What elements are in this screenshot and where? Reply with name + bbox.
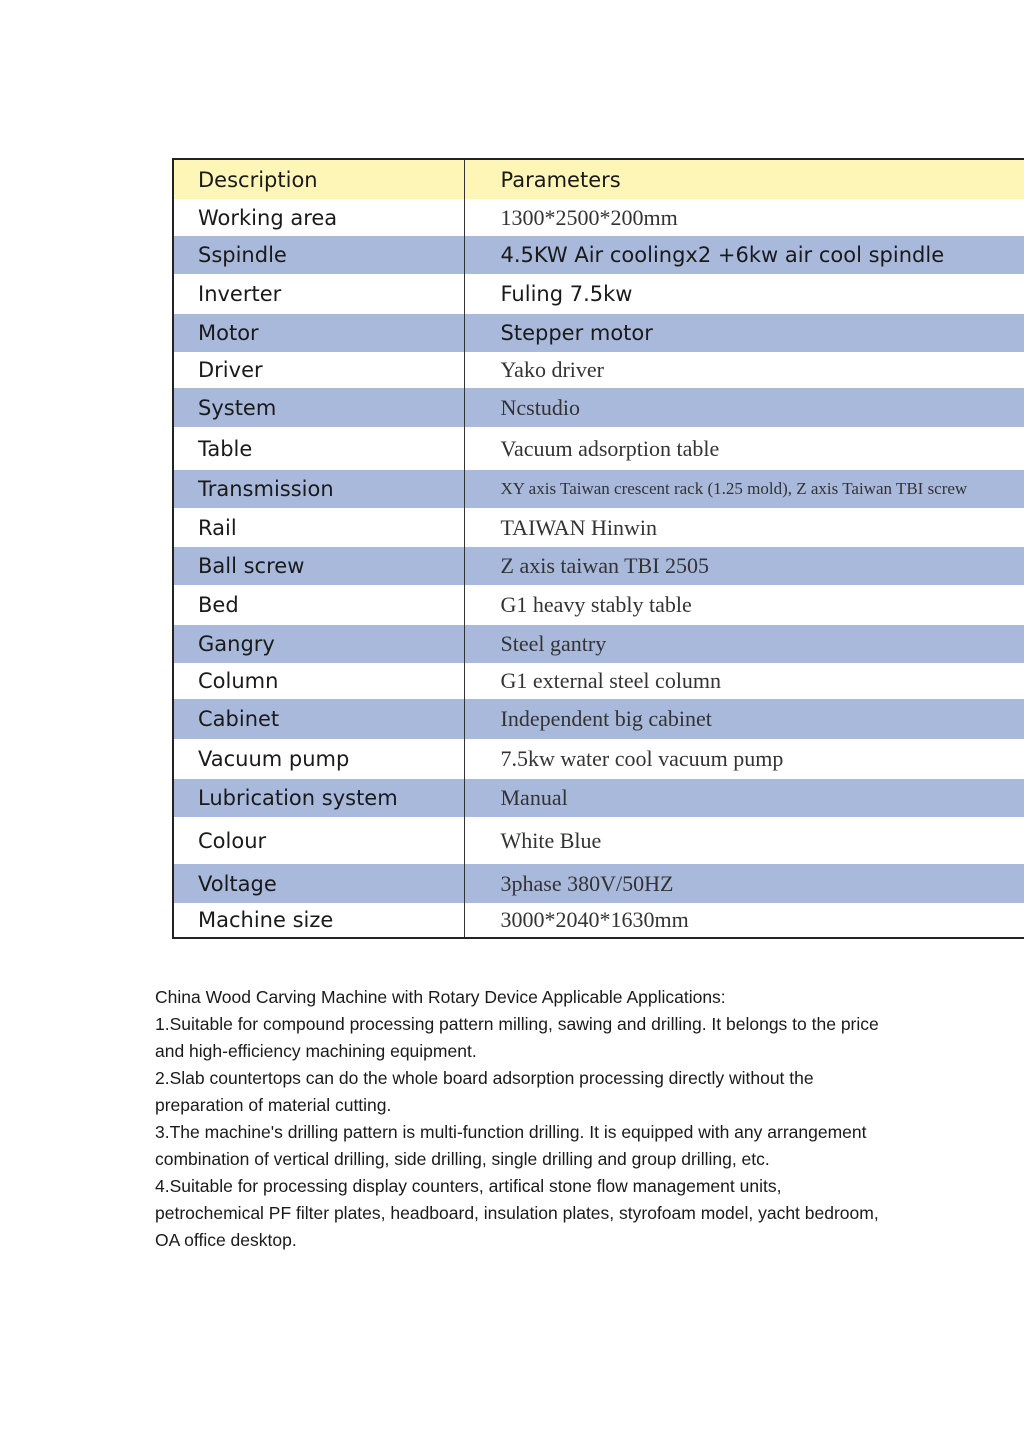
row-label: Voltage <box>173 864 464 903</box>
table-row <box>173 388 1024 427</box>
spec-table <box>172 158 1024 939</box>
row-value: White Blue <box>464 817 1024 864</box>
row-label: Working area <box>173 199 464 236</box>
row-value: Ncstudio <box>464 388 1024 427</box>
table-row <box>173 625 1024 663</box>
row-value: TAIWAN Hinwin <box>464 508 1024 547</box>
table-row <box>173 314 1024 352</box>
description-header: Description <box>173 159 464 199</box>
row-value: G1 heavy stably table <box>464 585 1024 625</box>
table-row <box>173 508 1024 547</box>
applications-text <box>155 984 885 1254</box>
row-label: Gangry <box>173 625 464 663</box>
table-row <box>173 817 1024 864</box>
table-row <box>173 864 1024 903</box>
row-value: Manual <box>464 779 1024 817</box>
row-label: Colour <box>173 817 464 864</box>
row-label: Rail <box>173 508 464 547</box>
application-item: 3.The machine's drilling pattern is multi-function drilling. It is equipped with any arrangement combination of vertical drilling, side drilling, single drilling and group drilling, etc. <box>155 1122 867 1169</box>
table-header-row <box>173 159 1024 199</box>
row-label: System <box>173 388 464 427</box>
table-row <box>173 663 1024 699</box>
application-item: 2.Slab countertops can do the whole board adsorption processing directly without the preparation of material cutting. <box>155 1068 814 1115</box>
table-row <box>173 585 1024 625</box>
row-value: Yako driver <box>464 352 1024 388</box>
row-value: 3phase 380V/50HZ <box>464 864 1024 903</box>
row-label: Lubrication system <box>173 779 464 817</box>
application-item: 1.Suitable for compound processing pattern milling, sawing and drilling. It belongs to the price and high-efficiency machining equipment. <box>155 1014 879 1061</box>
row-label: Machine size <box>173 903 464 938</box>
row-label: Motor <box>173 314 464 352</box>
table-row <box>173 199 1024 236</box>
row-label: Vacuum pump <box>173 739 464 779</box>
row-label: Cabinet <box>173 699 464 739</box>
spec-table-image <box>172 158 1024 941</box>
applications-heading: China Wood Carving Machine with Rotary Device Applicable Applications: <box>155 987 726 1007</box>
table-row <box>173 903 1024 938</box>
parameters-header: Parameters <box>464 159 1024 199</box>
row-value: XY axis Taiwan crescent rack (1.25 mold), Z axis Taiwan TBI screw <box>464 470 1024 508</box>
row-value: 7.5kw water cool vacuum pump <box>464 739 1024 779</box>
row-value: G1 external steel column <box>464 663 1024 699</box>
application-item: 4.Suitable for processing display counters, artifical stone flow management units, petrochemical PF filter plates, headboard, insulation plates, styrofoam model, yacht bedroom, OA office desktop. <box>155 1176 879 1250</box>
table-row <box>173 274 1024 314</box>
row-label: Table <box>173 427 464 470</box>
row-value: Independent big cabinet <box>464 699 1024 739</box>
table-row <box>173 427 1024 470</box>
table-row <box>173 352 1024 388</box>
row-label: Column <box>173 663 464 699</box>
table-row <box>173 470 1024 508</box>
row-value: 1300*2500*200mm <box>464 199 1024 236</box>
row-value: Stepper motor <box>464 314 1024 352</box>
row-label: Driver <box>173 352 464 388</box>
row-value: Z axis taiwan TBI 2505 <box>464 547 1024 585</box>
row-label: Bed <box>173 585 464 625</box>
row-label: Inverter <box>173 274 464 314</box>
table-row <box>173 739 1024 779</box>
row-value: Vacuum adsorption table <box>464 427 1024 470</box>
row-value: Steel gantry <box>464 625 1024 663</box>
row-value: Fuling 7.5kw <box>464 274 1024 314</box>
table-row <box>173 779 1024 817</box>
row-label: Sspindle <box>173 236 464 274</box>
row-label: Ball screw <box>173 547 464 585</box>
row-value: 3000*2040*1630mm <box>464 903 1024 938</box>
table-row <box>173 236 1024 274</box>
table-row <box>173 699 1024 739</box>
table-row <box>173 547 1024 585</box>
row-value: 4.5KW Air coolingx2 +6kw air cool spindle <box>464 236 1024 274</box>
row-label: Transmission <box>173 470 464 508</box>
